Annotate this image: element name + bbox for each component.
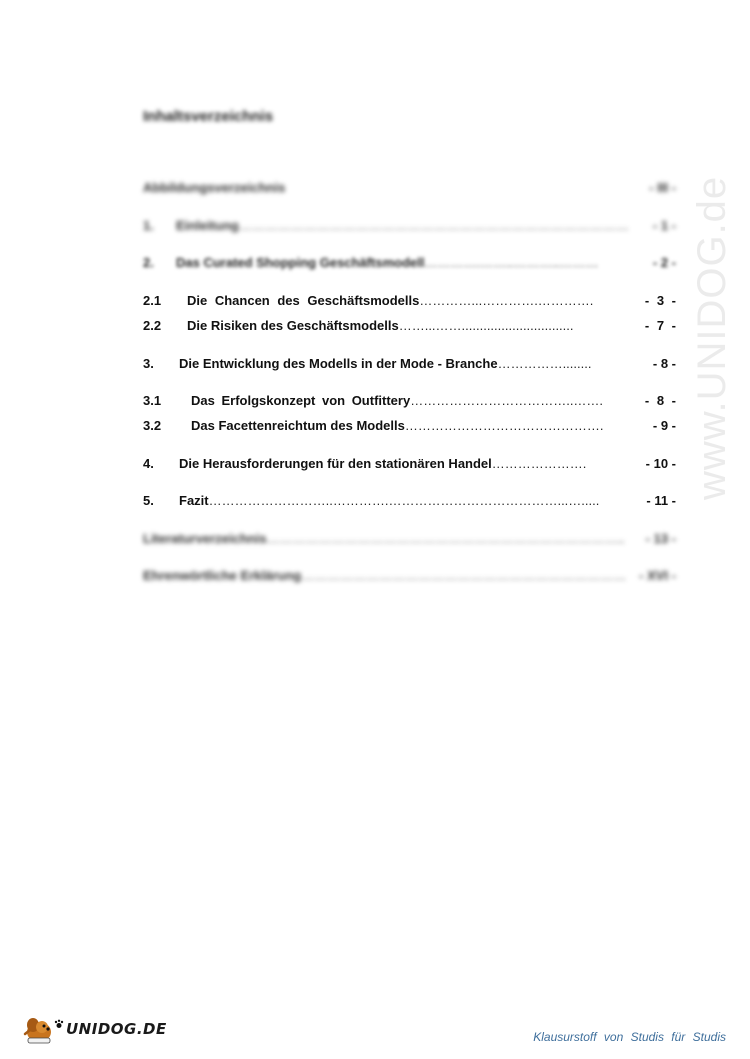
toc-entry-number: 3.	[143, 356, 154, 371]
toc-entry-number: 5.	[143, 493, 154, 508]
toc-entry-page: - 13 -	[645, 531, 676, 546]
toc-title: Inhaltsverzeichnis	[143, 108, 274, 125]
toc-entry-dots: ………………………………..…….	[410, 393, 604, 408]
toc-entry-dots: ………………………………………………………………………………	[238, 218, 629, 233]
toc-entry-page: - 8 -	[644, 393, 676, 408]
toc-entry-number: 3.2	[143, 418, 162, 433]
toc-entry-page: - 9 -	[652, 418, 676, 433]
logo-text: UNIDOG.DE	[66, 1020, 167, 1038]
toc-entry-text: Die Herausforderungen für den stationären Handel	[179, 456, 492, 471]
toc-entry-text: Das Curated Shopping Geschäftsmodell	[176, 255, 425, 270]
toc-entry-text: Literaturverzeichnis	[143, 531, 267, 546]
toc-entry-number: 3.1	[143, 393, 162, 408]
toc-entry-dots: ……………........	[497, 356, 592, 371]
toc-entry-page: - 1 -	[652, 218, 676, 233]
watermark: www.UNIDOG.de	[690, 175, 734, 500]
toc-entry-chapter-3	[143, 356, 676, 374]
toc-entry-bibliography	[143, 531, 676, 549]
toc-entry-dots: ……………………………………….	[404, 418, 604, 433]
toc-entry-dots: ………….……..………..………	[424, 255, 599, 270]
footer-tagline: Klausurstoff von Studis für Studis	[533, 1030, 726, 1044]
toc-entry-2-2	[143, 318, 676, 336]
toc-entry-page: - 8 -	[652, 356, 676, 371]
toc-entry-text: Die Chancen des Geschäftsmodells	[187, 293, 420, 308]
toc-entry-3-2	[143, 418, 676, 436]
toc-entry-chapter-2	[143, 255, 676, 273]
toc-entry-number: 2.2	[143, 318, 162, 333]
toc-entry-text: Die Risiken des Geschäftsmodells	[187, 318, 399, 333]
toc-entry-dots: ……...……...............................	[398, 318, 574, 333]
toc-entry-number: 2.1	[143, 293, 162, 308]
toc-entry-list-of-figures	[143, 180, 676, 198]
toc-entry-number: 2.	[143, 255, 154, 270]
toc-entry-number: 4.	[143, 456, 154, 471]
toc-entry-text: Abbildungsverzeichnis	[143, 180, 286, 195]
toc-entry-text: Ehrenwörtliche Erklärung	[143, 568, 302, 583]
toc-entry-text: Die Entwicklung des Modells in der Mode - Branche	[179, 356, 498, 371]
toc-entry-page: - XVI -	[639, 568, 676, 583]
toc-entry-dots: …………...………….………….	[419, 293, 594, 308]
toc-entry-dots: ………………….	[491, 456, 587, 471]
toc-entry-declaration	[143, 568, 676, 586]
toc-entry-3-1	[143, 393, 676, 411]
toc-entry-text: Das Facettenreichtum des Modells	[191, 418, 405, 433]
toc-entry-page: - 10 -	[645, 456, 676, 471]
toc-entry-chapter-4	[143, 456, 676, 474]
toc-entry-text: Einleitung	[176, 218, 239, 233]
toc-entry-dots: ………………………..………….…………………………………...….....	[208, 493, 600, 508]
toc-entry-number: 1.	[143, 218, 154, 233]
toc-entry-dots: ………………………………………………………………………..	[266, 531, 625, 546]
toc-entry-text: Fazit	[179, 493, 209, 508]
toc-entry-text: Das Erfolgskonzept von Outfittery	[191, 393, 411, 408]
toc-entry-page: - 7 -	[644, 318, 676, 333]
unidog-logo[interactable]	[22, 1012, 167, 1046]
toc-entry-page: - III -	[649, 180, 676, 195]
toc-entry-dots: …………………………………………………………………	[301, 568, 627, 583]
toc-entry-page: - 2 -	[652, 255, 676, 270]
dog-mascot-icon	[22, 1012, 56, 1046]
toc-entry-chapter-5	[143, 493, 676, 511]
toc-entry-page: - 3 -	[644, 293, 676, 308]
paw-icon	[54, 1019, 64, 1029]
toc-entry-2-1	[143, 293, 676, 311]
toc-entry-page: - 11 -	[646, 493, 676, 508]
toc-entry-introduction	[143, 218, 676, 236]
